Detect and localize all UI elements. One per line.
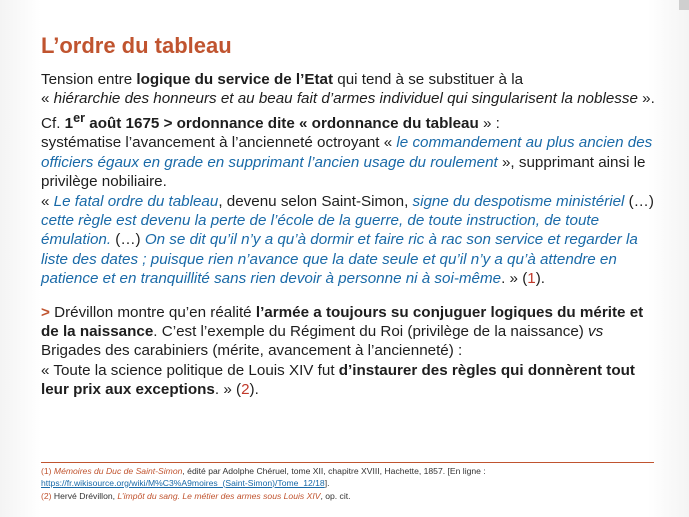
text: » : (478, 114, 500, 132)
footnote-text: , op. cit. (320, 491, 351, 501)
superscript: er (73, 110, 86, 125)
slide-title: L’ordre du tableau (41, 33, 232, 58)
footnote-title: Mémoires du Duc de Saint-Simon (53, 466, 183, 476)
footnote-text: Hervé Drévillon, (51, 491, 118, 501)
text: « (41, 90, 54, 108)
bold-text: 1 (64, 114, 74, 132)
text: « Toute la science politique de Louis XIV fut (41, 361, 339, 379)
bold-text: d’instaurer des règles qui donnèrent tout leur prix aux exceptions (41, 361, 635, 399)
text: Brigades des carabiniers (mérite, avancement à l’ancienneté) : (41, 342, 463, 360)
text: Tension entre (41, 71, 137, 88)
footnote-text: , édité par Adolphe Chéruel, tome XII, chapitre XVIII, Hachette, 1857. [En ligne : (182, 466, 486, 476)
text: . » ( (214, 381, 242, 399)
blue-quote: le commandement au plus ancien des officiers égaux en grade en supprimant l’ancien usage du roulement (41, 134, 653, 171)
blue-quote: On se dit qu’il n’y a qu’à dormir et faire ric à rac son service et regarder la liste des dates ; puisque rien n’avance que la date seule et qu’il n’y a qu’à attendre en patience et en tranquillité sans rien devoir à personne ni à soi-même (41, 231, 638, 288)
text: Drévillon montre qu’en réalité (49, 303, 256, 321)
bold-date (64, 110, 479, 132)
text: ». Cf. (41, 90, 655, 132)
footnote-ref-2[interactable]: 2 (241, 381, 250, 399)
arrow-bullet-icon: > (41, 303, 50, 321)
footnote-2 (41, 491, 661, 503)
bold-text: août 1675 > ordonnance dite « ordonnance du tableau (85, 114, 479, 132)
footnote-1 (41, 466, 661, 489)
italic-text: vs (588, 322, 604, 340)
spacer (41, 289, 661, 303)
text: ). (535, 270, 546, 288)
paragraph-saint-simon (41, 192, 661, 289)
corner-marker (679, 0, 689, 10)
bold-text: l’armée a toujours su conjuguer logiques du mérite et de la naissance (41, 303, 644, 340)
footnote-number: (2) (41, 491, 52, 501)
footnote-title: L’impôt du sang. Le métier des armes sous Louis XIV (117, 491, 321, 501)
bold-text: logique du service de l’Etat (136, 71, 334, 88)
text: qui tend à se substituer à la (333, 71, 524, 88)
footnote-ref-1[interactable]: 1 (527, 270, 536, 288)
footnotes (41, 466, 661, 505)
text: ). (249, 381, 259, 399)
text: systématise l’avancement à l’ancienneté octroyant « (41, 134, 397, 152)
paragraph-tension (41, 70, 661, 192)
italic-quote: hiérarchie des honneurs et au beau fait d’armes individuel qui singularisent la noblesse (53, 90, 638, 108)
blue-quote: Le fatal ordre du tableau (53, 192, 219, 210)
blue-quote: cette règle est devenu la perte de l’école de la guerre, de toute instruction, de toute émulation. (41, 211, 600, 249)
paragraph-drevillon (41, 303, 661, 400)
text: « (41, 192, 54, 210)
footnote-number: (1) (41, 466, 52, 476)
text: , devenu selon Saint-Simon, (218, 192, 413, 210)
text: . C’est l’exemple du Régiment du Roi (privilège de la naissance) (153, 322, 589, 340)
wikisource-link[interactable]: https://fr.wikisource.org/wiki/M%C3%A9moires_(Saint-Simon)/Tome_12/18 (41, 477, 325, 488)
text: . » ( (501, 270, 528, 288)
blue-quote: signe du despotisme ministériel (412, 192, 625, 210)
text: (…) (624, 192, 654, 210)
text: (…) (111, 231, 145, 249)
text: », supprimant ainsi le privilège nobiliaire. (41, 153, 646, 191)
footnote-text: ]. (324, 477, 330, 488)
footnote-divider (41, 462, 654, 463)
slide-body (41, 70, 661, 400)
